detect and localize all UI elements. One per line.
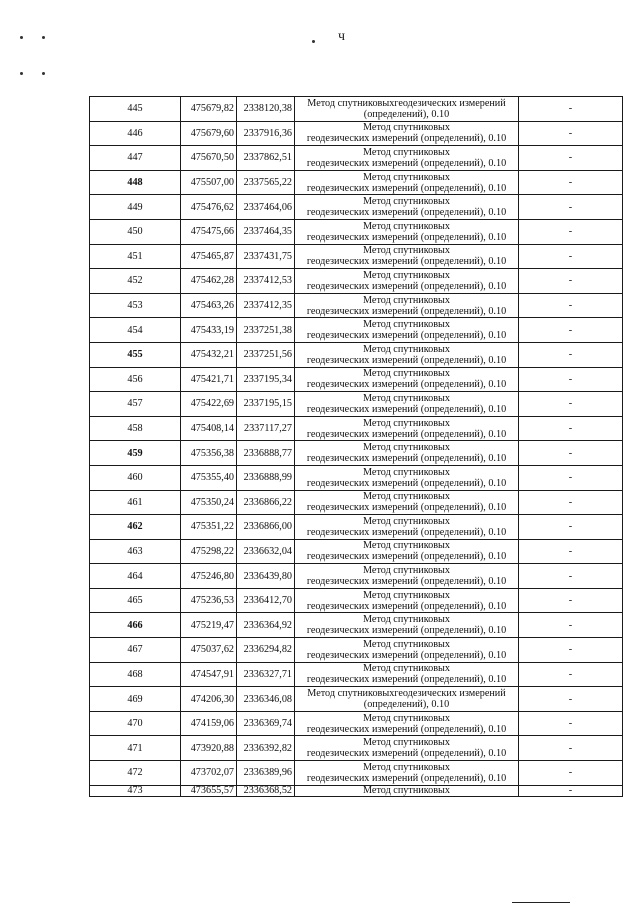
coord-x: 475236,53 <box>181 588 237 613</box>
method-line-2: геодезических измерений (определений), 0.10 <box>306 576 507 588</box>
point-number: 450 <box>90 219 181 244</box>
method-cell <box>295 318 519 343</box>
coord-y: 2336346,08 <box>237 687 295 712</box>
method-cell <box>295 195 519 220</box>
scan-dot <box>20 72 23 75</box>
extra-value: - <box>519 515 623 540</box>
method-line-1: Метод спутниковых <box>363 491 450 503</box>
method-line-1: Метод спутниковых <box>363 442 450 454</box>
coord-y: 2337117,27 <box>237 416 295 441</box>
scan-dot <box>20 36 23 39</box>
method-line-2: геодезических измерений (определений), 0.10 <box>306 133 507 145</box>
table-row <box>90 121 623 146</box>
method-line-1: Метод спутниковых <box>363 171 450 183</box>
coord-x: 475351,22 <box>181 515 237 540</box>
table-row <box>90 785 623 796</box>
extra-value: - <box>519 662 623 687</box>
method-cell <box>295 342 519 367</box>
point-number: 446 <box>90 121 181 146</box>
coord-x: 475679,60 <box>181 121 237 146</box>
method-line-1: Метод спутниковых <box>363 196 450 208</box>
method-line-2: геодезических измерений (определений), 0.10 <box>306 330 507 342</box>
point-number: 452 <box>90 269 181 294</box>
coord-y: 2336389,96 <box>237 761 295 786</box>
point-number: 470 <box>90 711 181 736</box>
method-line-2: геодезических измерений (определений), 0.10 <box>306 280 507 292</box>
extra-value: - <box>519 613 623 638</box>
method-line-1: Метод спутниковых <box>363 515 450 527</box>
method-line-2: (определений), 0.10 <box>363 108 450 120</box>
coord-y: 2338120,38 <box>237 97 295 122</box>
coord-x: 475433,19 <box>181 318 237 343</box>
point-number: 461 <box>90 490 181 515</box>
extra-value: - <box>519 588 623 613</box>
coord-y: 2337195,15 <box>237 392 295 417</box>
table-row <box>90 515 623 540</box>
extra-value: - <box>519 219 623 244</box>
method-cell <box>295 97 519 122</box>
method-line-2: геодезических измерений (определений), 0.10 <box>306 231 507 243</box>
coord-y: 2336888,99 <box>237 465 295 490</box>
method-line-1: Метод спутниковых <box>363 737 450 749</box>
coord-y: 2336439,80 <box>237 564 295 589</box>
coord-y: 2336369,74 <box>237 711 295 736</box>
coord-x: 475421,71 <box>181 367 237 392</box>
point-number: 462 <box>90 515 181 540</box>
method-line-1: Метод спутниковых <box>363 540 450 552</box>
coord-x: 475037,62 <box>181 638 237 663</box>
table-row <box>90 416 623 441</box>
table-row <box>90 588 623 613</box>
header-mark: ч <box>338 29 346 44</box>
coord-y: 2336327,71 <box>237 662 295 687</box>
coord-x: 475219,47 <box>181 613 237 638</box>
point-number: 451 <box>90 244 181 269</box>
coord-y: 2337251,38 <box>237 318 295 343</box>
coord-x: 475350,24 <box>181 490 237 515</box>
scan-dot <box>312 40 315 43</box>
coord-y: 2337195,34 <box>237 367 295 392</box>
table-row <box>90 195 623 220</box>
table-row <box>90 564 623 589</box>
method-line-2: геодезических измерений (определений), 0.10 <box>306 305 507 317</box>
method-cell <box>295 736 519 761</box>
point-number: 463 <box>90 539 181 564</box>
method-line-1: Метод спутниковых <box>363 368 450 380</box>
method-line-2: геодезических измерений (определений), 0.10 <box>306 428 507 440</box>
extra-value: - <box>519 441 623 466</box>
scan-dot <box>42 72 45 75</box>
method-line-1: Метод спутниковыхгеодезических измерений <box>307 688 506 700</box>
method-line-2: геодезических измерений (определений), 0.10 <box>306 477 507 489</box>
method-line-1: Метод спутниковых <box>363 638 450 650</box>
extra-value: - <box>519 736 623 761</box>
extra-value: - <box>519 490 623 515</box>
method-line-1: Метод спутниковыхгеодезических измерений <box>307 97 506 109</box>
table-row <box>90 539 623 564</box>
table-row <box>90 736 623 761</box>
method-cell <box>295 539 519 564</box>
extra-value: - <box>519 244 623 269</box>
method-cell <box>295 785 519 796</box>
coord-x: 475476,62 <box>181 195 237 220</box>
coord-x: 473702,07 <box>181 761 237 786</box>
point-number: 460 <box>90 465 181 490</box>
table-row <box>90 367 623 392</box>
method-cell <box>295 564 519 589</box>
method-line-1: Метод спутниковых <box>363 663 450 675</box>
coord-x: 475432,21 <box>181 342 237 367</box>
coord-y: 2336392,82 <box>237 736 295 761</box>
method-line-2: геодезических измерений (определений), 0.10 <box>306 551 507 563</box>
method-cell <box>295 711 519 736</box>
extra-value: - <box>519 638 623 663</box>
coord-y: 2336412,70 <box>237 588 295 613</box>
coord-y: 2336632,04 <box>237 539 295 564</box>
table-row <box>90 392 623 417</box>
coord-y: 2337464,06 <box>237 195 295 220</box>
point-number: 445 <box>90 97 181 122</box>
method-line-2: геодезических измерений (определений), 0.10 <box>306 157 507 169</box>
coord-x: 474547,91 <box>181 662 237 687</box>
method-cell <box>295 244 519 269</box>
point-number: 454 <box>90 318 181 343</box>
coord-x: 475422,69 <box>181 392 237 417</box>
method-line-2: геодезических измерений (определений), 0.10 <box>306 453 507 465</box>
method-cell <box>295 293 519 318</box>
coord-x: 475465,87 <box>181 244 237 269</box>
method-line-2: геодезических измерений (определений), 0.10 <box>306 723 507 735</box>
method-line-1: Метод спутниковых <box>363 146 450 158</box>
table-row <box>90 638 623 663</box>
point-number: 449 <box>90 195 181 220</box>
point-number: 468 <box>90 662 181 687</box>
coord-x: 475355,40 <box>181 465 237 490</box>
coord-y: 2337862,51 <box>237 146 295 171</box>
method-line-1: Метод спутниковых <box>363 417 450 429</box>
point-number: 458 <box>90 416 181 441</box>
extra-value: - <box>519 195 623 220</box>
coord-y: 2336866,22 <box>237 490 295 515</box>
method-line-2: (определений), 0.10 <box>363 699 450 711</box>
method-cell <box>295 588 519 613</box>
method-cell <box>295 121 519 146</box>
method-cell <box>295 638 519 663</box>
point-number: 457 <box>90 392 181 417</box>
table-row <box>90 687 623 712</box>
coord-x: 474159,06 <box>181 711 237 736</box>
table-row <box>90 219 623 244</box>
table-row <box>90 318 623 343</box>
table-row <box>90 146 623 171</box>
method-line-1: Метод спутниковых <box>363 294 450 306</box>
extra-value: - <box>519 293 623 318</box>
coord-x: 475408,14 <box>181 416 237 441</box>
method-line-2: геодезических измерений (определений), 0.10 <box>306 502 507 514</box>
point-number: 447 <box>90 146 181 171</box>
coordinates-table-body <box>90 97 623 797</box>
method-cell <box>295 367 519 392</box>
method-line-1: Метод спутниковых <box>363 269 450 281</box>
extra-value: - <box>519 687 623 712</box>
coord-y: 2336866,00 <box>237 515 295 540</box>
coord-y: 2336294,82 <box>237 638 295 663</box>
extra-value: - <box>519 121 623 146</box>
method-line-2: геодезических измерений (определений), 0.10 <box>306 600 507 612</box>
table-row <box>90 244 623 269</box>
table-row <box>90 711 623 736</box>
method-cell <box>295 515 519 540</box>
method-cell <box>295 490 519 515</box>
method-line-1: Метод спутниковых <box>363 589 450 601</box>
method-line-1: Метод спутниковых <box>363 319 450 331</box>
method-cell <box>295 269 519 294</box>
table-row <box>90 761 623 786</box>
coord-y: 2337412,53 <box>237 269 295 294</box>
point-number: 473 <box>90 785 181 796</box>
point-number: 453 <box>90 293 181 318</box>
coord-y: 2337464,35 <box>237 219 295 244</box>
table-row <box>90 269 623 294</box>
extra-value: - <box>519 711 623 736</box>
table-row <box>90 490 623 515</box>
method-cell <box>295 392 519 417</box>
scan-dot <box>42 36 45 39</box>
point-number: 465 <box>90 588 181 613</box>
method-line-1: Метод спутниковых <box>363 712 450 724</box>
method-cell <box>295 170 519 195</box>
method-cell <box>295 613 519 638</box>
coord-y: 2337916,36 <box>237 121 295 146</box>
point-number: 448 <box>90 170 181 195</box>
coord-y: 2336368,52 <box>237 785 295 796</box>
point-number: 464 <box>90 564 181 589</box>
table-row <box>90 170 623 195</box>
extra-value: - <box>519 465 623 490</box>
method-line-1: Метод спутниковых <box>363 785 450 796</box>
method-line-2: геодезических измерений (определений), 0.10 <box>306 649 507 661</box>
extra-value: - <box>519 342 623 367</box>
table-row <box>90 441 623 466</box>
point-number: 466 <box>90 613 181 638</box>
table-row <box>90 342 623 367</box>
coord-x: 475246,80 <box>181 564 237 589</box>
method-cell <box>295 219 519 244</box>
extra-value: - <box>519 97 623 122</box>
table-row <box>90 97 623 122</box>
coordinates-table <box>89 96 623 797</box>
coord-x: 475507,00 <box>181 170 237 195</box>
extra-value: - <box>519 269 623 294</box>
coord-y: 2337251,56 <box>237 342 295 367</box>
extra-value: - <box>519 367 623 392</box>
method-line-1: Метод спутниковых <box>363 220 450 232</box>
coord-y: 2336888,77 <box>237 441 295 466</box>
point-number: 456 <box>90 367 181 392</box>
coord-x: 475679,82 <box>181 97 237 122</box>
method-cell <box>295 687 519 712</box>
method-line-2: геодезических измерений (определений), 0.10 <box>306 256 507 268</box>
coord-x: 473655,57 <box>181 785 237 796</box>
method-cell <box>295 761 519 786</box>
point-number: 455 <box>90 342 181 367</box>
point-number: 467 <box>90 638 181 663</box>
method-line-1: Метод спутниковых <box>363 466 450 478</box>
method-line-1: Метод спутниковых <box>363 565 450 577</box>
coord-y: 2336364,92 <box>237 613 295 638</box>
point-number: 472 <box>90 761 181 786</box>
extra-value: - <box>519 392 623 417</box>
extra-value: - <box>519 416 623 441</box>
table-row <box>90 293 623 318</box>
coord-y: 2337412,35 <box>237 293 295 318</box>
coord-x: 475670,50 <box>181 146 237 171</box>
method-line-2: геодезических измерений (определений), 0.10 <box>306 354 507 366</box>
table-row <box>90 465 623 490</box>
coord-y: 2337431,75 <box>237 244 295 269</box>
method-line-2: геодезических измерений (определений), 0.10 <box>306 182 507 194</box>
point-number: 469 <box>90 687 181 712</box>
method-line-1: Метод спутниковых <box>363 343 450 355</box>
method-line-1: Метод спутниковых <box>363 245 450 257</box>
coord-x: 475356,38 <box>181 441 237 466</box>
point-number: 459 <box>90 441 181 466</box>
method-cell <box>295 146 519 171</box>
extra-value: - <box>519 761 623 786</box>
coord-y: 2337565,22 <box>237 170 295 195</box>
extra-value: - <box>519 146 623 171</box>
coord-x: 475462,28 <box>181 269 237 294</box>
method-cell <box>295 416 519 441</box>
method-line-1: Метод спутниковых <box>363 392 450 404</box>
point-number: 471 <box>90 736 181 761</box>
extra-value: - <box>519 564 623 589</box>
coord-x: 475298,22 <box>181 539 237 564</box>
extra-value: - <box>519 318 623 343</box>
method-line-2: геодезических измерений (определений), 0.10 <box>306 772 507 784</box>
table-row <box>90 613 623 638</box>
extra-value: - <box>519 539 623 564</box>
method-line-2: геодезических измерений (определений), 0.10 <box>306 748 507 760</box>
coord-x: 475463,26 <box>181 293 237 318</box>
extra-value: - <box>519 785 623 796</box>
coord-x: 474206,30 <box>181 687 237 712</box>
coord-x: 475475,66 <box>181 219 237 244</box>
method-line-2: геодезических измерений (определений), 0.10 <box>306 207 507 219</box>
extra-value: - <box>519 170 623 195</box>
method-cell <box>295 465 519 490</box>
method-cell <box>295 441 519 466</box>
method-cell <box>295 662 519 687</box>
table-row <box>90 662 623 687</box>
coord-x: 473920,88 <box>181 736 237 761</box>
method-line-1: Метод спутниковых <box>363 614 450 626</box>
method-line-1: Метод спутниковых <box>363 122 450 134</box>
method-line-2: геодезических измерений (определений), 0.10 <box>306 526 507 538</box>
method-line-2: геодезических измерений (определений), 0.10 <box>306 403 507 415</box>
method-line-2: геодезических измерений (определений), 0.10 <box>306 379 507 391</box>
method-line-2: геодезических измерений (определений), 0.10 <box>306 674 507 686</box>
method-line-2: геодезических измерений (определений), 0.10 <box>306 625 507 637</box>
footer-line <box>512 902 570 903</box>
method-line-1: Метод спутниковых <box>363 761 450 773</box>
